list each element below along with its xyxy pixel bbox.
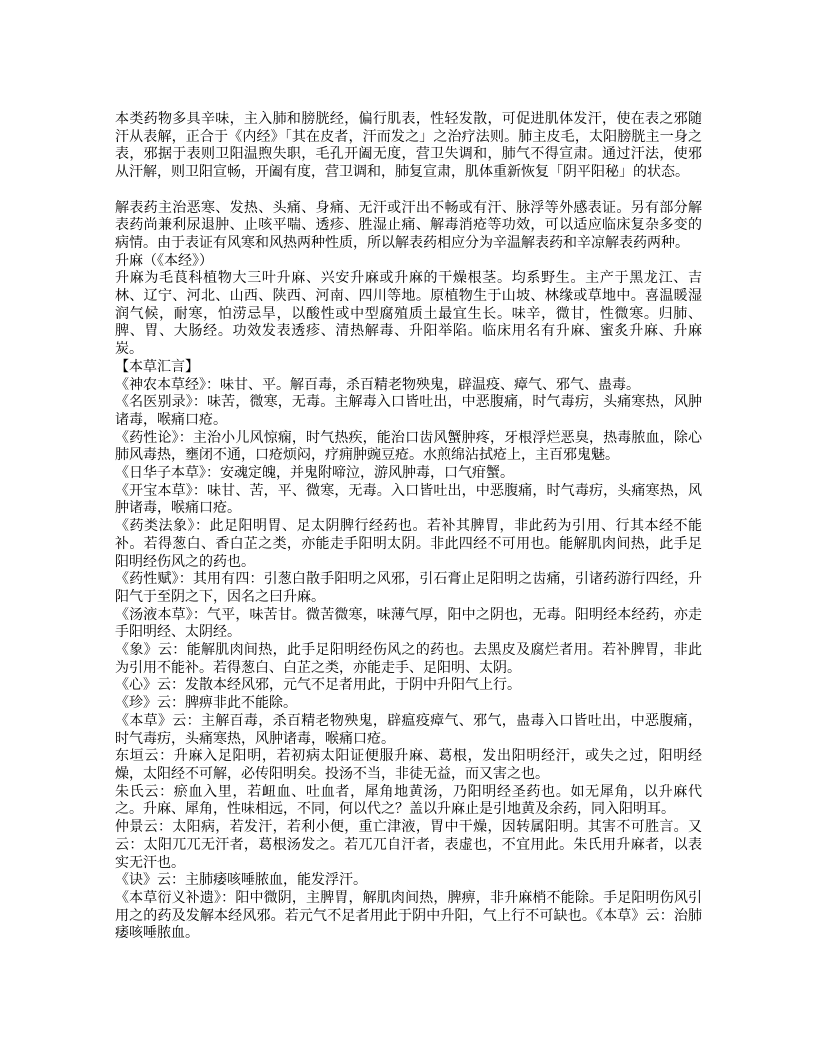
quote-paragraph: 《药性赋》：其用有四：引葱白散手阳明之风邪，引石膏止足阳明之齿痛，引诸药游行四经，升阳气于至阴之下，因名之曰升麻。 <box>115 571 702 605</box>
quote-paragraph: 《诀》云：主肺痿咳唾脓血，能发浮汗。 <box>115 872 367 889</box>
quote-paragraph: 《本草》云：主解百毒，杀百精老物殃鬼，辟瘟疫瘴气、邪气，蛊毒入口皆吐出，中恶腹痛，时气毒疠，头痛寒热，风肿诸毒，喉痛口疮。 <box>115 712 702 747</box>
quote-paragraph: 《本草衍义补遗》：阳中微阴，主脾胃，解肌肉间热，脾痹，非升麻梢不能除。手足阳明伤风引用之的药及发解本经风邪。若元气不足者用此于阴中升阳，气上行不可缺也。《本草》云：治肺痿咳唾脓血。 <box>115 889 702 942</box>
quote-paragraph: 《汤液本草》：气平，味苦甘。微苦微寒，味薄气厚，阳中之阴也，无毒。阳明经本经药，亦走手阳明经、太阴经。 <box>115 606 702 641</box>
intro-paragraph: 解表药主治恶寒、发热、头痛、身痛、无汗或汗出不畅或有汗、脉浮等外感表证。另有部分解表药尚兼利尿退肿、止咳平喘、透疹、胜湿止痛、解毒消疮等功效，可以适应临床复杂多变的病情。由于表证有风寒和风热两种性质，所以解表药相应分为辛温解表药和辛凉解表药两种。 <box>115 199 702 251</box>
quote-paragraph: 《药性论》：主治小儿风惊痫，时气热疾，能治口齿风蟹肿疼，牙根浮烂恶臭，热毒脓血，除心肺风毒热，壅闭不通，口疮烦闷，疗痈肿豌豆疮。水煎绵沾拭疮上，主百邪鬼魅。 <box>115 429 702 464</box>
section-title: 【本草汇言】 <box>115 358 199 375</box>
quote-paragraph: 东垣云：升麻入足阳明，若初病太阳证便服升麻、葛根，发出阳明经汗，或失之过，阳明经燥，太阳经不可解，必传阳明矣。投汤不当，非徒无益，而又害之也。 <box>115 748 702 782</box>
intro-paragraph: 本类药物多具辛味，主入肺和膀胱经，偏行肌表，性轻发散，可促进肌体发汗，使在表之邪随汗从表解，正合于《内经》「其在皮者，汗而发之」之治疗法则。肺主皮毛，太阳膀胱主一身之表，邪据于表则卫阳温煦失职，毛孔开阖无度，营卫失调和，肺气不得宣肃。通过汗法，使邪从汗解，则卫阳宣畅，开阖有度，营卫调和，肺复宣肃，肌体重新恢复「阴平阳秘」的状态。 <box>115 111 702 181</box>
quote-paragraph: 《象》云：能解肌肉间热，此手足阳明经伤风之的药也。去黑皮及腐烂者用。若补脾胃，非此为引用不能补。若得葱白、白芷之类，亦能走手、足阳明、太阴。 <box>115 642 702 676</box>
quote-paragraph: 《神农本草经》：味甘、平。解百毒，杀百精老物殃鬼，辟温疫、瘴气、邪气、蛊毒。 <box>115 376 640 393</box>
drug-title: 升麻（《本经》） <box>115 252 213 269</box>
quote-paragraph: 《心》云：发散本经风邪，元气不足者用此，于阴中升阳气上行。 <box>115 677 521 694</box>
quote-paragraph: 朱氏云：瘀血入里，若衄血、吐血者，犀角地黄汤，乃阳明经圣药也。如无犀角，以升麻代之。升麻、犀角，性味相远，不同，何以代之？盖以升麻止是引地黄及余药，同入阳明耳。 <box>115 783 702 818</box>
quote-paragraph: 《开宝本草》：味甘、苦，平、微寒，无毒。入口皆吐出，中恶腹痛，时气毒疠，头痛寒热，风肿诸毒，喉痛口疮。 <box>115 482 702 517</box>
quote-paragraph: 《名医别录》：味苦，微寒，无毒。主解毒入口皆吐出，中恶腹痛，时气毒疠，头痛寒热，风肿诸毒，喉痛口疮。 <box>115 394 702 428</box>
quote-paragraph: 《珍》云：脾痹非此不能除。 <box>115 695 297 712</box>
document-text-block <box>115 111 702 943</box>
quote-paragraph: 《日华子本草》：安魂定魄，并鬼附啼泣，游风肿毒，口气疳蟹。 <box>115 465 514 482</box>
quote-paragraph: 《药类法象》：此足阳明胃、足太阴脾行经药也。若补其脾胃，非此药为引用、行其本经不能补。若得葱白、香白芷之类，亦能走手阳明太阴。非此四经不可用也。能解肌肉间热，此手足阳明经伤风之的药也。 <box>115 518 702 570</box>
monograph-paragraph: 升麻为毛茛科植物大三叶升麻、兴安升麻或升麻的干燥根茎。均系野生。主产于黑龙江、吉林、辽宁、河北、山西、陕西、河南、四川等地。原植物生于山坡、林缘或草地中。喜温暖湿润气候，耐寒，怕涝忌旱，以酸性或中型腐殖质土最宜生长。味辛，微甘，性微寒。归肺、脾、胃、大肠经。功效发表透疹、清热解毒、升阳举陷。临床用名有升麻、蜜炙升麻、升麻炭。 <box>115 270 702 358</box>
quote-paragraph: 仲景云：太阳病，若发汗，若利小便，重亡津液，胃中干燥，因转属阳明。其害不可胜言。又云：太阳兀兀无汗者，葛根汤发之。若兀兀自汗者，表虚也，不宜用此。朱氏用升麻者，以表实无汗也。 <box>115 819 702 871</box>
